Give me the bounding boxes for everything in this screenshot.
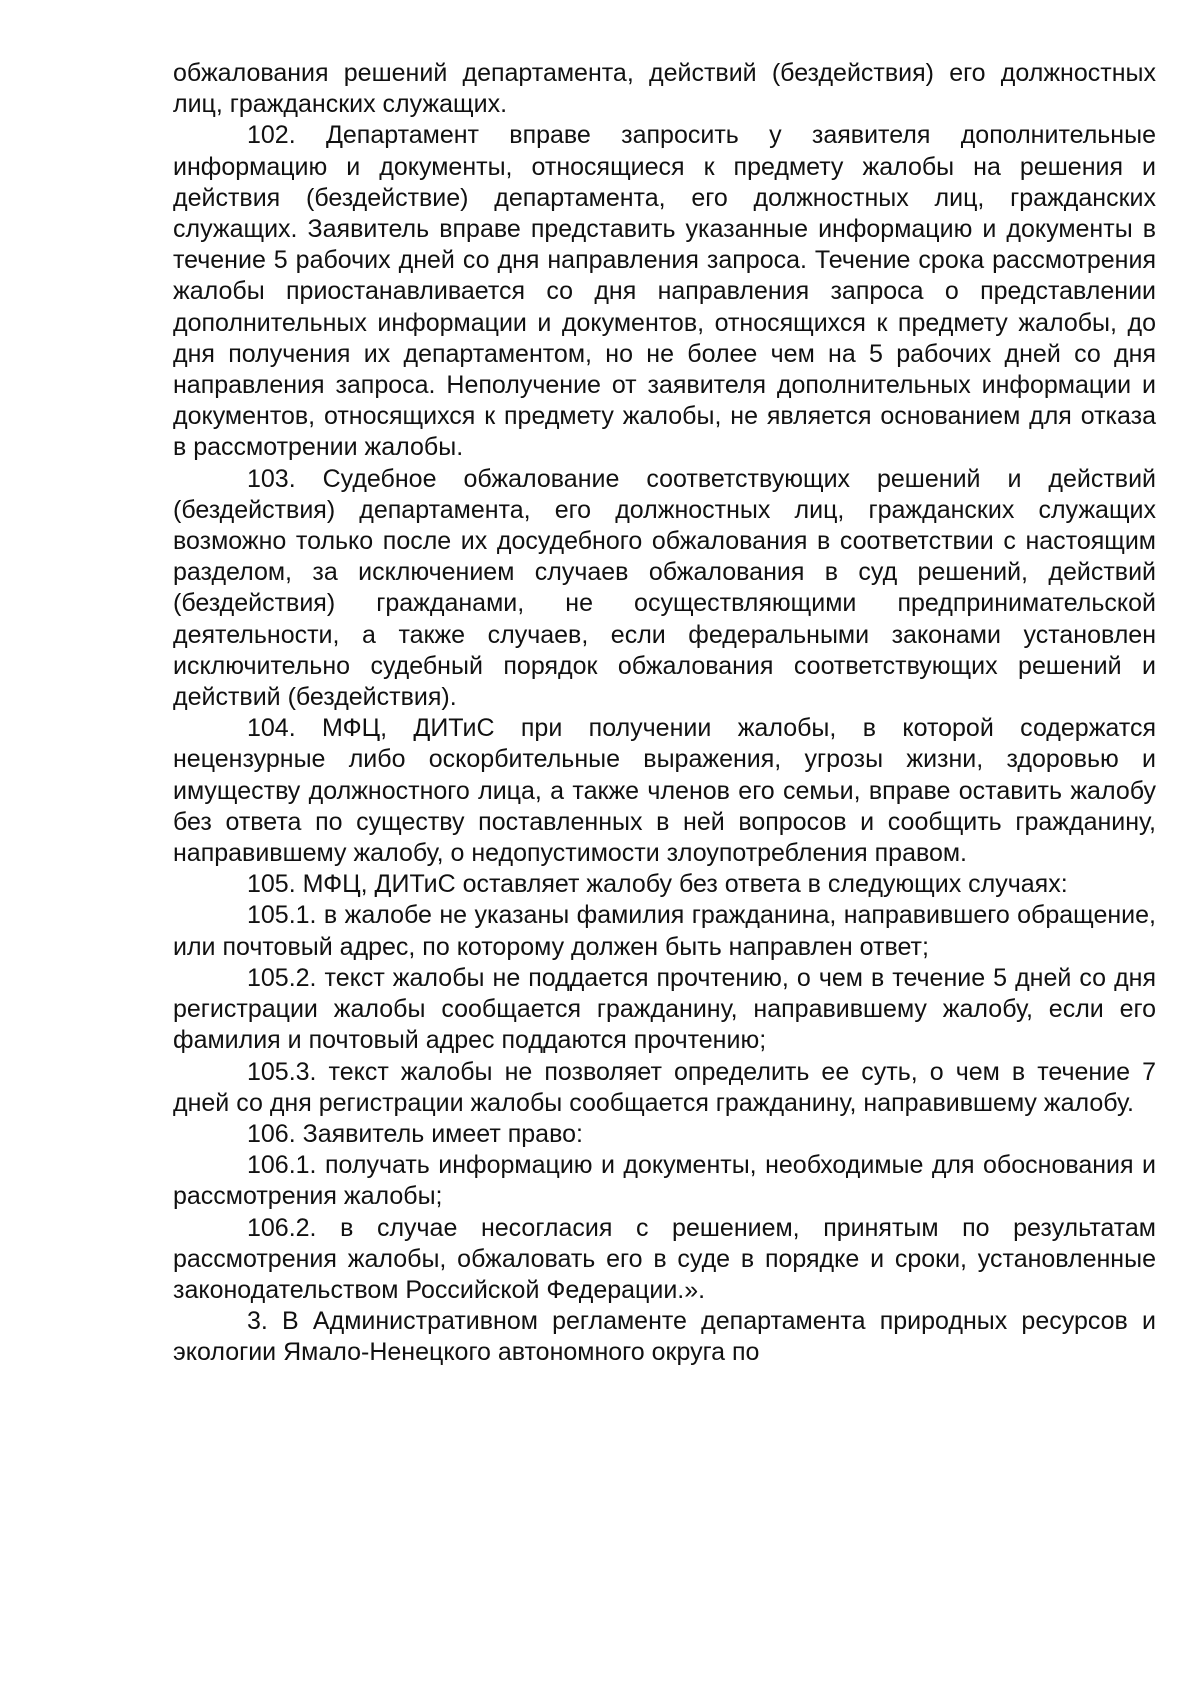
paragraph-102: 102. Департамент вправе запросить у заявителя дополнительные информацию и документы, относящиеся к предмету жалобы на решения и действия (бездействие) департамента, его должностных лиц, гражданских служащих. Заявитель вправе представить указанные информацию и документы в течение 5 рабочих дней со дня направления запроса. Течение срока рассмотрения жалобы приостанавливается со дня направления запроса о представлении дополнительных информации и документов, относящихся к предмету жалобы, до дня получения их департаментом, но не более чем на 5 рабочих дней со дня направления запроса. Неполучение от заявителя дополнительных информации и документов, относящихся к предмету жалобы, не является основанием для отказа в рассмотрении жалобы. [173,121,1156,462]
paragraph-105-2: 105.2. текст жалобы не поддается прочтению, о чем в течение 5 дней со дня регистрации жалобы сообщается гражданину, направившему жалобу, если его фамилия и почтовый адрес поддаются прочтению; [173,963,1156,1055]
paragraph-105-3: 105.3. текст жалобы не позволяет определить ее суть, о чем в течение 7 дней со дня регистрации жалобы сообщается гражданину, направившему жалобу. [173,1057,1156,1117]
document-page [173,58,1156,1369]
paragraph-106: 106. Заявитель имеет право: [247,1119,583,1148]
paragraph-105: 105. МФЦ, ДИТиС оставляет жалобу без ответа в следующих случаях: [247,870,1068,899]
paragraph-104: 104. МФЦ, ДИТиС при получении жалобы, в которой содержатся нецензурные либо оскорбительные выражения, угрозы жизни, здоровью и имуществу должностного лица, а также членов его семьи, вправе оставить жалобу без ответа по существу поставленных в ней вопросов и сообщить гражданину, направившему жалобу, о недопустимости злоупотребления правом. [173,714,1156,868]
paragraph-continuation: обжалования решений департамента, действий (бездействия) его должностных лиц, гражданских служащих. [173,59,1156,119]
paragraph-106-1: 106.1. получать информацию и документы, необходимые для обоснования и рассмотрения жалобы; [173,1151,1156,1211]
paragraph-105-1: 105.1. в жалобе не указаны фамилия гражданина, направившего обращение, или почтовый адрес, по которому должен быть направлен ответ; [173,901,1156,961]
paragraph-106-2: 106.2. в случае несогласия с решением, принятым по результатам рассмотрения жалобы, обжаловать его в суде в порядке и сроки, установленные законодательством Российской Федерации.». [173,1213,1156,1304]
paragraph-103: 103. Судебное обжалование соответствующих решений и действий (бездействия) департамента, его должностных лиц, гражданских служащих возможно только после их досудебного обжалования в соответствии с настоящим разделом, за исключением случаев обжалования в суд решений, действий (бездействия) гражданами, не осуществляющими предпринимательской деятельности, а также случаев, если федеральными законами установлен исключительно судебный порядок обжалования соответствующих решений и действий (бездействия). [173,464,1156,712]
paragraph-section-3: 3. В Административном регламенте департамента природных ресурсов и экологии Ямало-Ненецкого автономного округа по [173,1307,1156,1367]
